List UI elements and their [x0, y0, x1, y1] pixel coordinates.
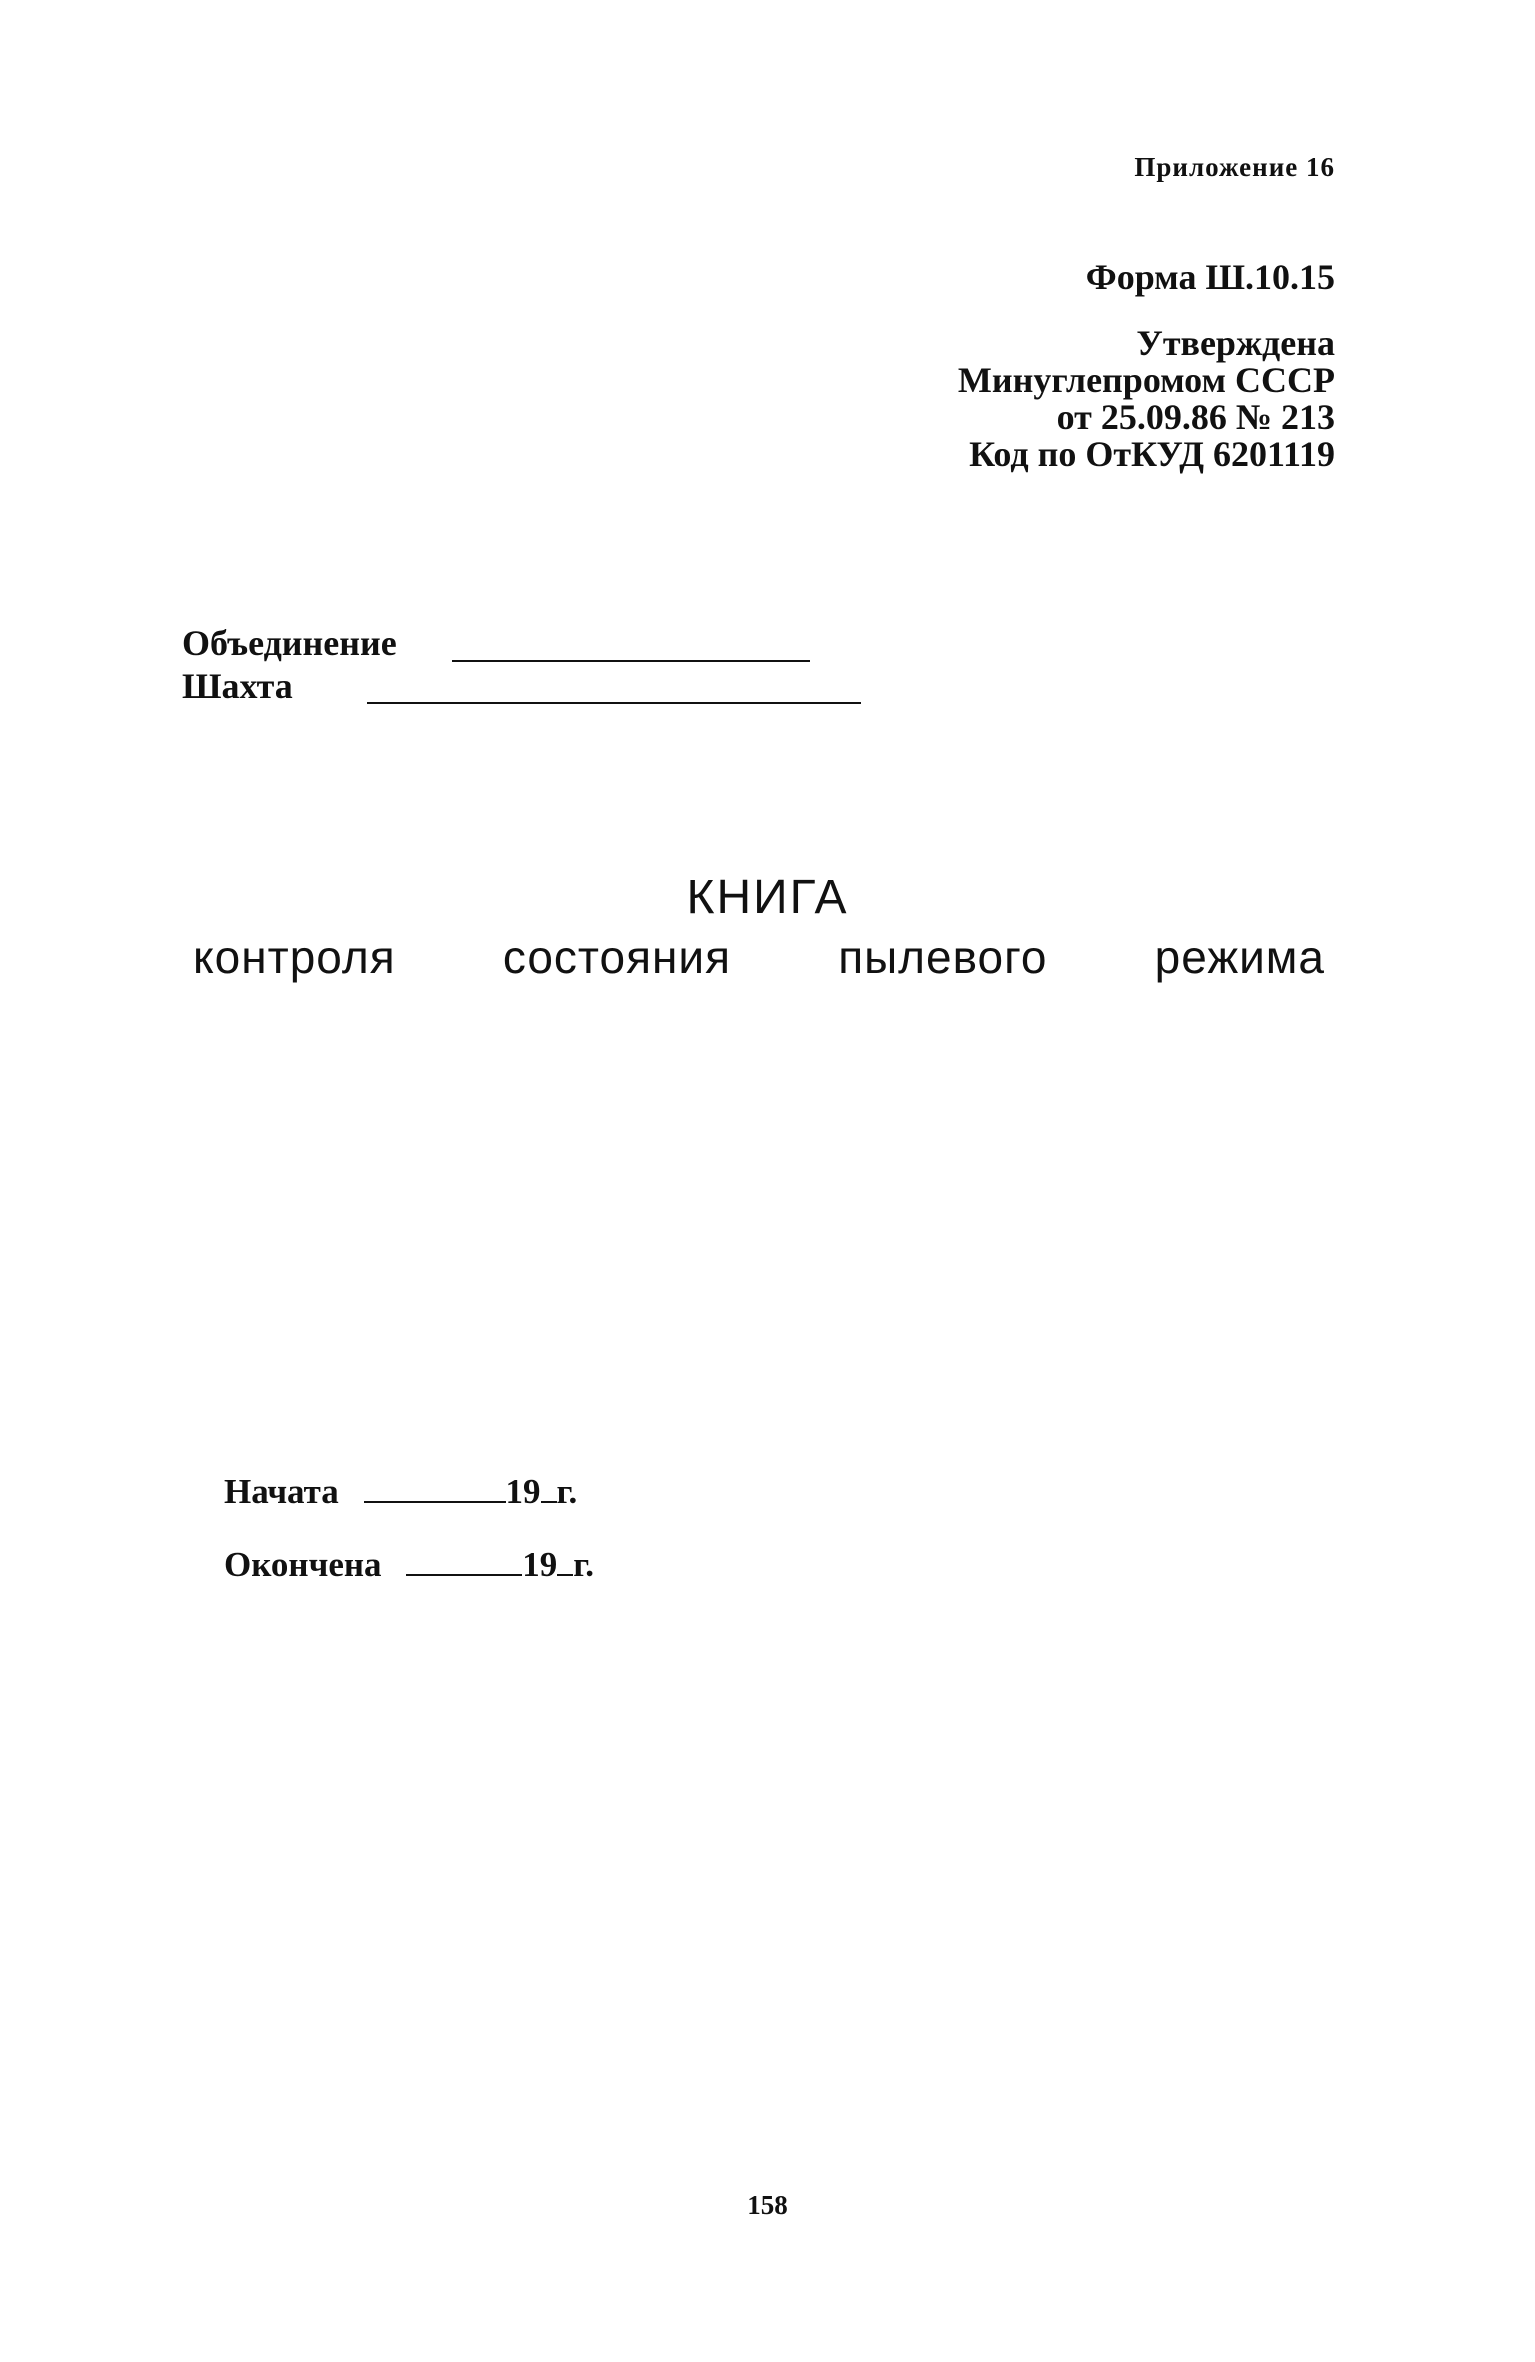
approval-line: Утверждена — [1136, 323, 1335, 363]
subtitle-word: состояния — [502, 931, 731, 983]
approval-line: Код по ОтКУД 6201119 — [969, 434, 1335, 474]
approval-line: Минуглепромом СССР — [957, 360, 1335, 400]
started-year-blank[interactable] — [541, 1500, 557, 1503]
finished-year-suffix: г. — [573, 1545, 594, 1584]
finished-label: Окончена — [224, 1545, 382, 1584]
book-title: КНИГА — [686, 871, 849, 924]
subtitle-word: режима — [1154, 931, 1325, 983]
appendix-label: Приложение 16 — [1134, 152, 1335, 182]
association-label: Объединение — [182, 623, 397, 663]
started-row — [224, 1472, 577, 1512]
mine-input-line[interactable] — [367, 702, 861, 704]
mine-label: Шахта — [182, 666, 293, 706]
subtitle-word: контроля — [193, 931, 396, 983]
started-date-blank[interactable] — [364, 1500, 506, 1503]
mine-field — [182, 665, 293, 707]
association-field — [182, 622, 397, 664]
started-year-suffix: г. — [556, 1472, 578, 1511]
approval-block — [635, 325, 1335, 473]
subtitle-word: пылевого — [838, 931, 1048, 983]
form-code: Форма Ш.10.15 — [1085, 257, 1335, 297]
started-label: Начата — [224, 1472, 339, 1511]
association-input-line[interactable] — [452, 660, 810, 662]
approval-line: от 25.09.86 № 213 — [1056, 397, 1335, 437]
finished-row — [224, 1545, 594, 1585]
book-subtitle — [193, 930, 1325, 984]
finished-date-blank[interactable] — [406, 1573, 522, 1576]
started-year-prefix: 19 — [505, 1472, 541, 1511]
page-number: 158 — [747, 2190, 788, 2220]
finished-year-prefix: 19 — [522, 1545, 558, 1584]
finished-year-blank[interactable] — [557, 1573, 573, 1576]
